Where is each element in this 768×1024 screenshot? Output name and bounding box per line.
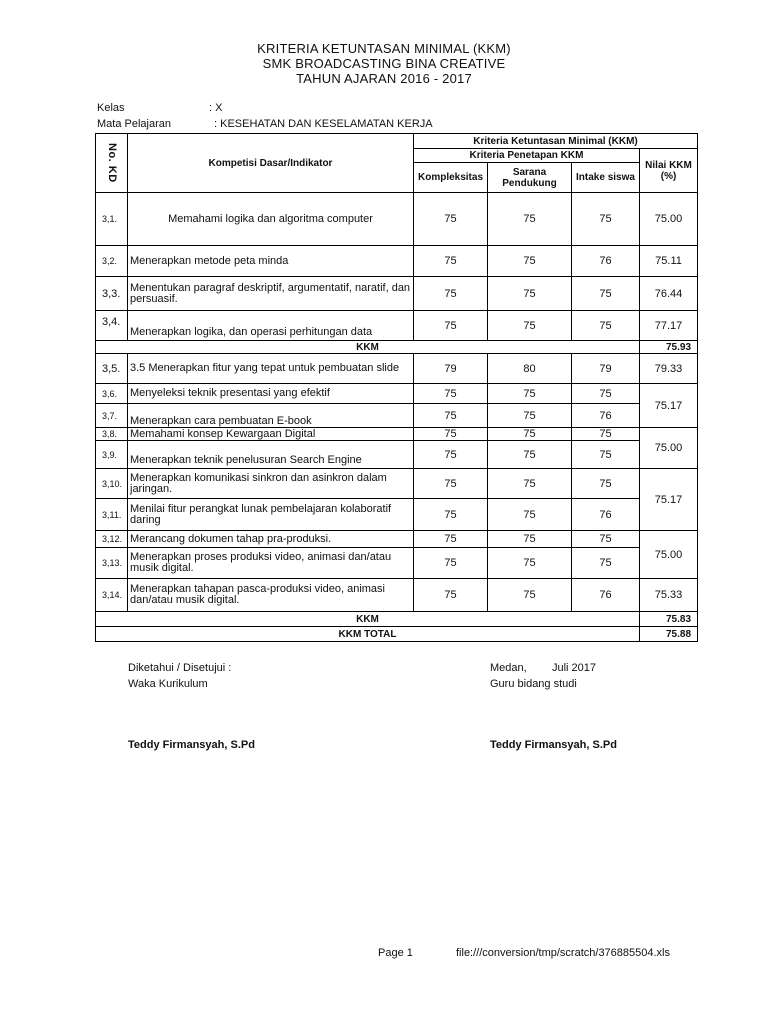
row-nilai: 79.33 (640, 354, 698, 384)
row-nilai: 75.00 (640, 193, 698, 246)
row-kd: Menerapkan komunikasi sinkron dan asinkron dalam jaringan. (128, 469, 414, 499)
place-label: Medan, (490, 662, 527, 674)
title-line-3: TAHUN AJARAN 2016 - 2017 (296, 71, 472, 86)
row-kd: Menentukan paragraf deskriptif, argumentatif, naratif, dan persuasif. (128, 277, 414, 311)
row-intake: 75 (572, 469, 640, 499)
row-sarana: 75 (488, 441, 572, 469)
row-no: 3,7. (96, 404, 128, 428)
row-intake: 75 (572, 428, 640, 441)
table-row (96, 354, 698, 384)
row-intake: 75 (572, 531, 640, 548)
row-sarana: 75 (488, 531, 572, 548)
kkm-total-value: 75.88 (640, 627, 698, 642)
row-sarana: 75 (488, 579, 572, 612)
kkm-label: KKM (96, 612, 640, 627)
table-row (96, 579, 698, 612)
row-no: 3,5. (96, 354, 128, 384)
col-kd-header: Kompetisi Dasar/Indikator (128, 134, 414, 193)
row-no: 3,14. (96, 579, 128, 612)
row-nilai: 75.17 (640, 469, 698, 531)
row-kompleksitas: 75 (414, 441, 488, 469)
left-signer-name: Teddy Firmansyah, S.Pd (128, 739, 255, 751)
row-no: 3,9. (96, 441, 128, 469)
table-row (96, 277, 698, 311)
kkm-label: KKM (96, 341, 640, 354)
row-kd: Memahami konsep Kewargaan Digital (128, 428, 414, 441)
row-sarana: 75 (488, 277, 572, 311)
row-sarana: 75 (488, 548, 572, 579)
kelas-label: Kelas (97, 102, 125, 114)
table-row (96, 311, 698, 341)
kkm-value: 75.83 (640, 612, 698, 627)
col-penetapan-header: Kriteria Penetapan KKM (414, 149, 640, 163)
row-no: 3,13. (96, 548, 128, 579)
row-kompleksitas: 75 (414, 499, 488, 531)
row-kd: Menilai fitur perangkat lunak pembelajaran kolaboratif daring (128, 499, 414, 531)
row-sarana: 75 (488, 469, 572, 499)
col-kkm-header: Kriteria Ketuntasan Minimal (KKM) (414, 134, 698, 149)
col-intake-header: Intake siswa (572, 163, 640, 193)
row-kd: Menerapkan cara pembuatan E-book (128, 404, 414, 428)
mapel-value: : KESEHATAN DAN KESELAMATAN KERJA (214, 118, 433, 130)
page-number: Page 1 (378, 947, 413, 959)
row-kompleksitas: 75 (414, 404, 488, 428)
title-line-1: KRITERIA KETUNTASAN MINIMAL (KKM) (257, 41, 511, 56)
row-intake: 75 (572, 548, 640, 579)
row-kd: Menerapkan proses produksi video, animasi dan/atau musik digital. (128, 548, 414, 579)
row-nilai: 75.00 (640, 428, 698, 469)
date-label: Juli 2017 (552, 662, 597, 674)
row-kompleksitas: 79 (414, 354, 488, 384)
row-intake: 76 (572, 499, 640, 531)
row-kd: Menerapkan tahapan pasca-produksi video, animasi dan/atau musik digital. (128, 579, 414, 612)
kelas-value: : X (209, 102, 223, 114)
table-row (96, 548, 698, 579)
row-intake: 76 (572, 404, 640, 428)
kkm-value: 75.93 (640, 341, 698, 354)
table-row (96, 531, 698, 548)
row-sarana: 75 (488, 428, 572, 441)
table-row (96, 428, 698, 441)
kkm-summary-row (96, 341, 698, 354)
table-row (96, 193, 698, 246)
row-no: 3,4. (96, 311, 128, 341)
row-nilai: 75.11 (640, 246, 698, 277)
col-nilai-header: Nilai KKM (%) (640, 149, 698, 193)
row-kompleksitas: 75 (414, 579, 488, 612)
row-kd: Menerapkan metode peta minda (128, 246, 414, 277)
row-sarana: 75 (488, 499, 572, 531)
col-no-label: No. KD (106, 143, 118, 183)
row-kompleksitas: 75 (414, 469, 488, 499)
row-intake: 75 (572, 311, 640, 341)
row-sarana: 75 (488, 246, 572, 277)
kkm-total-row (96, 627, 698, 642)
row-sarana: 75 (488, 384, 572, 404)
col-kompleksitas-header: Kompleksitas (414, 163, 488, 193)
row-sarana: 75 (488, 311, 572, 341)
row-sarana: 80 (488, 354, 572, 384)
row-no: 3,3. (96, 277, 128, 311)
row-kd: 3.5 Menerapkan fitur yang tepat untuk pembuatan slide (128, 354, 414, 384)
row-intake: 75 (572, 384, 640, 404)
row-sarana: 75 (488, 193, 572, 246)
row-kompleksitas: 75 (414, 246, 488, 277)
row-nilai: 75.17 (640, 384, 698, 428)
row-nilai: 75.00 (640, 531, 698, 579)
row-kompleksitas: 75 (414, 531, 488, 548)
teacher-role-label: Guru bidang studi (490, 678, 577, 690)
approval-label: Diketahui / Disetujui : (128, 662, 232, 674)
row-kd: Memahami logika dan algoritma computer (128, 193, 414, 246)
kkm-total-label: KKM TOTAL (96, 627, 640, 642)
waka-label: Waka Kurikulum (128, 678, 208, 690)
row-kompleksitas: 75 (414, 193, 488, 246)
row-intake: 76 (572, 246, 640, 277)
row-intake: 75 (572, 441, 640, 469)
row-no: 3,8. (96, 428, 128, 441)
file-path: file:///conversion/tmp/scratch/376885504.xls (456, 947, 671, 959)
table-row (96, 469, 698, 499)
mapel-label: Mata Pelajaran (97, 118, 171, 130)
row-intake: 75 (572, 277, 640, 311)
table-row (96, 404, 698, 428)
row-nilai: 75.33 (640, 579, 698, 612)
kkm-summary-row (96, 612, 698, 627)
row-no: 3,12. (96, 531, 128, 548)
row-no: 3,11. (96, 499, 128, 531)
row-kd: Merancang dokumen tahap pra-produksi. (128, 531, 414, 548)
row-sarana: 75 (488, 404, 572, 428)
row-kd: Menyeleksi teknik presentasi yang efektif (128, 384, 414, 404)
table-row (96, 384, 698, 404)
row-kompleksitas: 75 (414, 311, 488, 341)
col-sarana-header: Sarana Pendukung (488, 163, 572, 193)
row-kompleksitas: 75 (414, 428, 488, 441)
right-signer-name: Teddy Firmansyah, S.Pd (490, 739, 617, 751)
row-no: 3,1. (96, 193, 128, 246)
row-kompleksitas: 75 (414, 384, 488, 404)
title-line-2: SMK BROADCASTING BINA CREATIVE (262, 56, 506, 71)
col-no-header (96, 134, 128, 193)
row-no: 3,6. (96, 384, 128, 404)
kkm-table (95, 133, 698, 642)
row-kd: Menerapkan teknik penelusuran Search Engine (128, 441, 414, 469)
table-row (96, 246, 698, 277)
row-kd: Menerapkan logika, dan operasi perhitungan data (128, 311, 414, 341)
row-nilai: 76.44 (640, 277, 698, 311)
row-intake: 79 (572, 354, 640, 384)
row-intake: 76 (572, 579, 640, 612)
row-no: 3,10. (96, 469, 128, 499)
row-no: 3,2. (96, 246, 128, 277)
row-kompleksitas: 75 (414, 548, 488, 579)
table-row (96, 441, 698, 469)
row-nilai: 77.17 (640, 311, 698, 341)
table-row (96, 499, 698, 531)
row-intake: 75 (572, 193, 640, 246)
row-kompleksitas: 75 (414, 277, 488, 311)
